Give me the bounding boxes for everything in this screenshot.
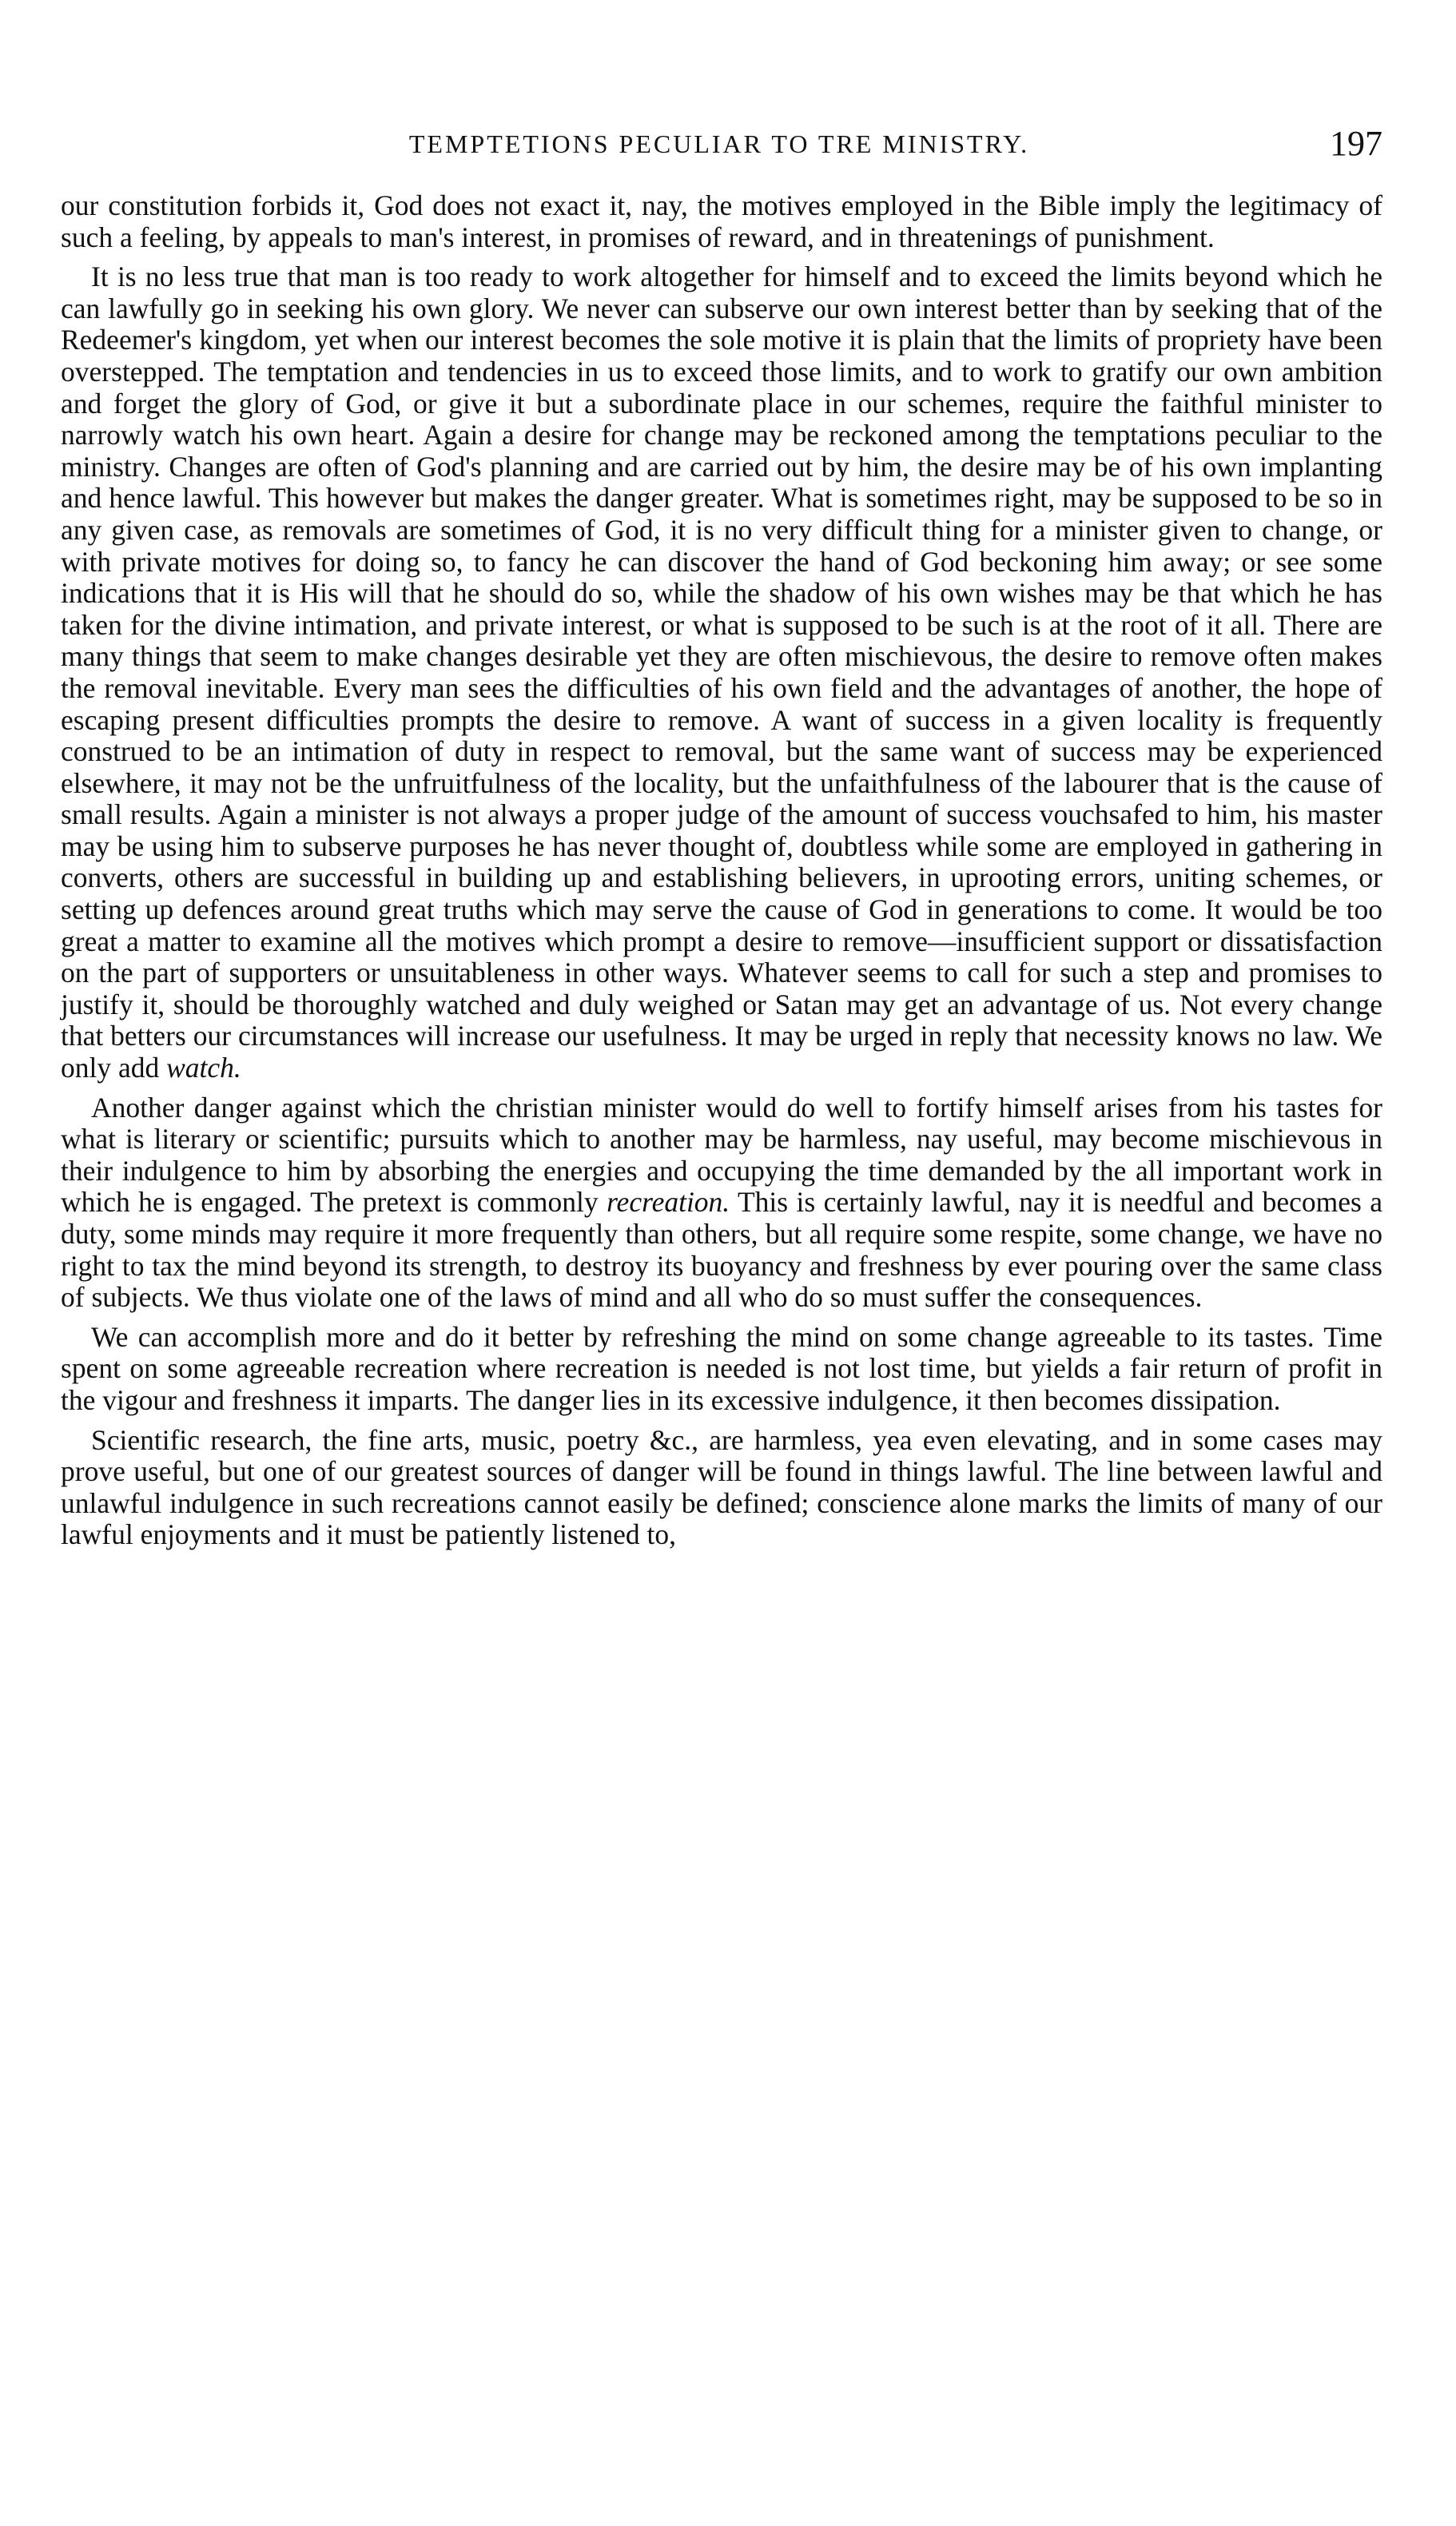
paragraph-5-text: Scientific research, the fine arts, music, poetry &c., are harmless, yea even elevating, and in some cases may prove useful, but one of our greatest sources of danger will be found in things lawful. The line between lawful and unlawful indulgence in such recreations cannot easily be defined; conscience alone marks the limits of many of our lawful enjoyments and it must be patiently listened to, [61,1423,1382,1551]
page-body [61,190,1382,1551]
running-title: TEMPTETIONS PECULIAR TO TRE MINISTRY. [408,129,1030,158]
paragraph-1 [61,190,1382,253]
paragraph-3 [61,1092,1382,1314]
paragraph-2 [61,261,1382,1084]
paragraph-3-text: Another danger against which the christian minister would do well to fortify himself arises from his tastes for what is literary or scientific; pursuits which to another may be harmless, nay useful, may become mischievous in their indulgence to him by absorbing the energies and occupying the time demanded by the all important work in which he is engaged. The pretext is commonly [61,1091,1382,1219]
paragraph-1-text: our constitution forbids it, God does not exact it, nay, the motives employed in the Bible imply the legitimacy of such a feeling, by appeals to man's interest, in promises of reward, and in threatenings of punishment. [61,189,1382,253]
paragraph-2-emphasis: watch. [166,1052,241,1084]
paragraph-2-text: It is no less true that man is too ready to work altogether for himself and to exceed the limits beyond which he can lawfully go in seeking his own glory. We never can subserve our own interest better than by seeking that of the Redeemer's kingdom, yet when our interest becomes the sole motive it is plain that the limits of propriety have been overstepped. The temptation and tendencies in us to exceed those limits, and to work to gratify our own ambition and forget the glory of God, or give it but a subordinate place in our schemes, require the faithful minister to narrowly watch his own heart. Again a desire for change may be reckoned among the temptations peculiar to the ministry. Changes are often of God's planning and are carried out by him, the desire may be of his own implanting and hence lawful. This however but makes the danger greater. What is sometimes right, may be supposed to be so in any given case, as removals are sometimes of God, it is no very difficult thing for a minister given to change, or with private motives for doing so, to fancy he can discover the hand of God beckoning him away; or see some indications that it is His will that he should do so, while the shadow of his own wishes may be that which he has taken for the divine intimation, and private interest, or what is supposed to be such is at the root of it all. There are many things that seem to make changes desirable yet they are often mischievous, the desire to remove often makes the removal inevitable. Every man sees the difficulties of his own field and the advantages of another, the hope of escaping present difficulties prompts the desire to remove. A want of success in a given locality is frequently construed to be an intimation of duty in respect to removal, but the same want of success may be experienced elsewhere, it may not be the unfruitfulness of the locality, but the unfaithfulness of the labourer that is the cause of small results. Again a minister is not always a proper judge of the amount of success vouchsafed to him, his master may be using him to subserve purposes he has never thought of, doubtless while some are employed in gathering in converts, others are successful in building up and establishing believers, in uprooting errors, uniting schemes, or setting up defences around great truths which may serve the cause of God in generations to come. It would be too great a matter to examine all the motives which prompt a desire to remove—insufficient support or dissatisfaction on the part of supporters or unsuitableness in other ways. Whatever seems to call for such a step and promises to justify it, should be thoroughly watched and duly weighed or Satan may get an advantage of us. Not every change that betters our circumstances will increase our usefulness. It may be urged in reply that necessity knows no law. We only add [61,261,1382,1084]
paragraph-4-text: We can accomplish more and do it better by refreshing the mind on some change agreeable to its tastes. Time spent on some agreeable recreation where recreation is needed is not lost time, but yields a fair return of profit in the vigour and freshness it imparts. The danger lies in its excessive indulgence, it then becomes dissipation. [61,1320,1382,1416]
paragraph-4 [61,1322,1382,1417]
paragraph-5 [61,1425,1382,1551]
paragraph-3-text-after: This is certainly lawful, nay it is needful and becomes a duty, some minds may require it more frequently than others, but all require some respite, some change, we have no right to tax the mind beyond its strength, to destroy its buoyancy and freshness by ever pouring over the same class of subjects. We thus violate one of the laws of mind and all who do so must suffer the consequences. [61,1186,1382,1314]
page-header [56,120,1382,168]
paragraph-3-emphasis: recreation. [607,1186,730,1219]
page-number: 197 [1330,124,1382,163]
